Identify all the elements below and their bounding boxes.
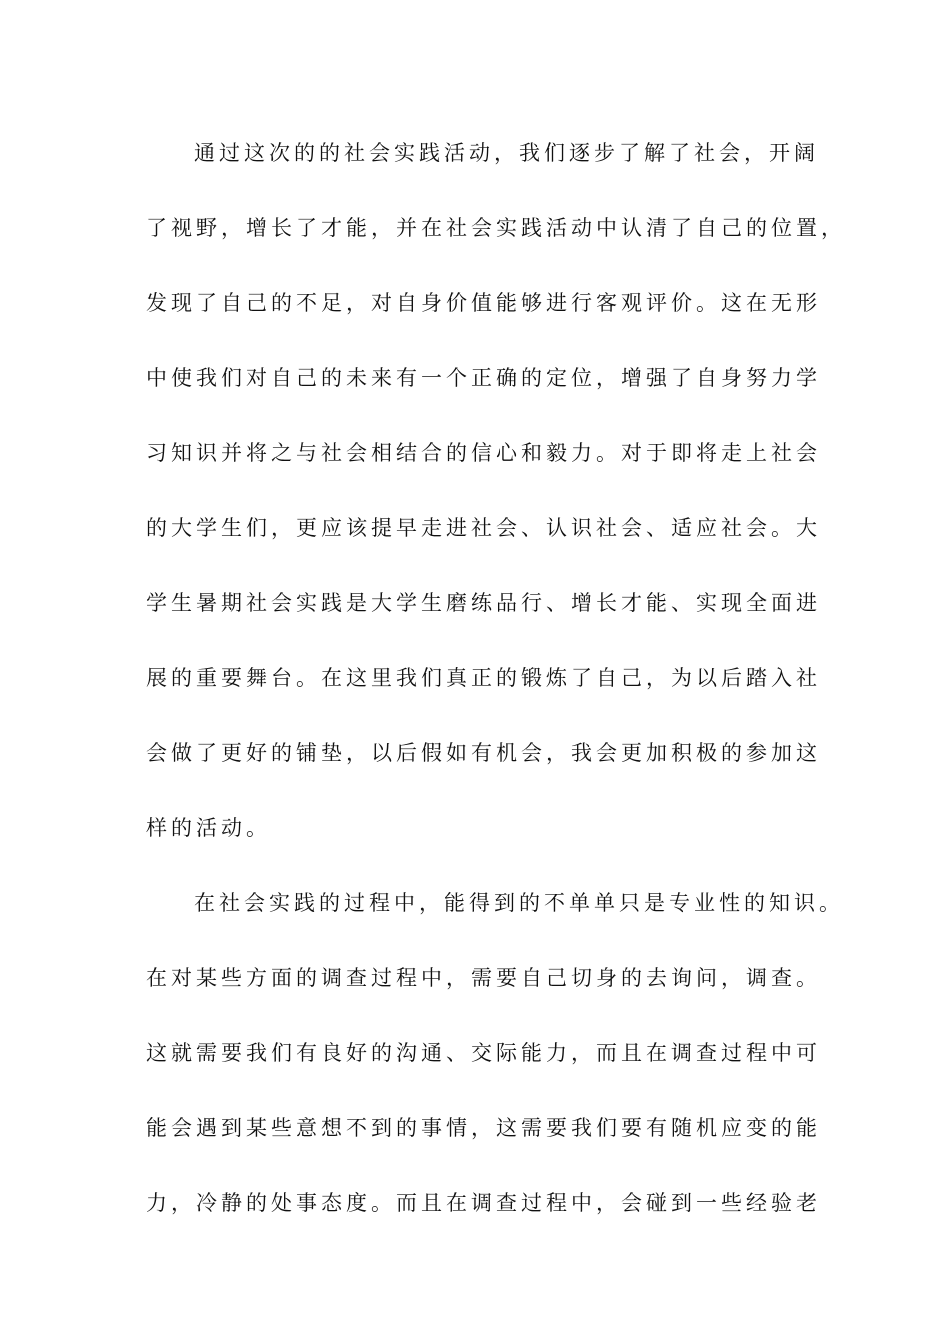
document-body <box>146 129 846 1254</box>
paragraph-line: 力，冷静的处事态度。而且在调查过程中，会碰到一些经验老 <box>146 1191 821 1215</box>
paragraph-1 <box>146 129 846 879</box>
paragraph-line: 样的活动。 <box>146 816 271 840</box>
paragraph-line: 习知识并将之与社会相结合的信心和毅力。对于即将走上社会 <box>146 441 821 465</box>
paragraph-line: 在对某些方面的调查过程中，需要自己切身的去询问，调查。 <box>146 966 821 990</box>
paragraph-line: 通过这次的的社会实践活动，我们逐步了解了社会，开阔 <box>194 141 819 165</box>
paragraph-line: 展的重要舞台。在这里我们真正的锻炼了自己，为以后踏入社 <box>146 666 821 690</box>
paragraph-line: 中使我们对自己的未来有一个正确的定位，增强了自身努力学 <box>146 366 821 390</box>
paragraph-line: 在社会实践的过程中，能得到的不单单只是专业性的知识。 <box>194 891 844 915</box>
paragraph-line: 这就需要我们有良好的沟通、交际能力，而且在调查过程中可 <box>146 1041 821 1065</box>
paragraph-line: 了视野，增长了才能，并在社会实践活动中认清了自己的位置， <box>146 216 846 240</box>
paragraph-line: 能会遇到某些意想不到的事情，这需要我们要有随机应变的能 <box>146 1116 821 1140</box>
paragraph-line: 会做了更好的铺垫，以后假如有机会，我会更加积极的参加这 <box>146 741 821 765</box>
paragraph-2 <box>146 879 844 1254</box>
paragraph-line: 发现了自己的不足，对自身价值能够进行客观评价。这在无形 <box>146 291 821 315</box>
paragraph-line: 的大学生们，更应该提早走进社会、认识社会、适应社会。大 <box>146 516 821 540</box>
paragraph-line: 学生暑期社会实践是大学生磨练品行、增长才能、实现全面进 <box>146 591 821 615</box>
